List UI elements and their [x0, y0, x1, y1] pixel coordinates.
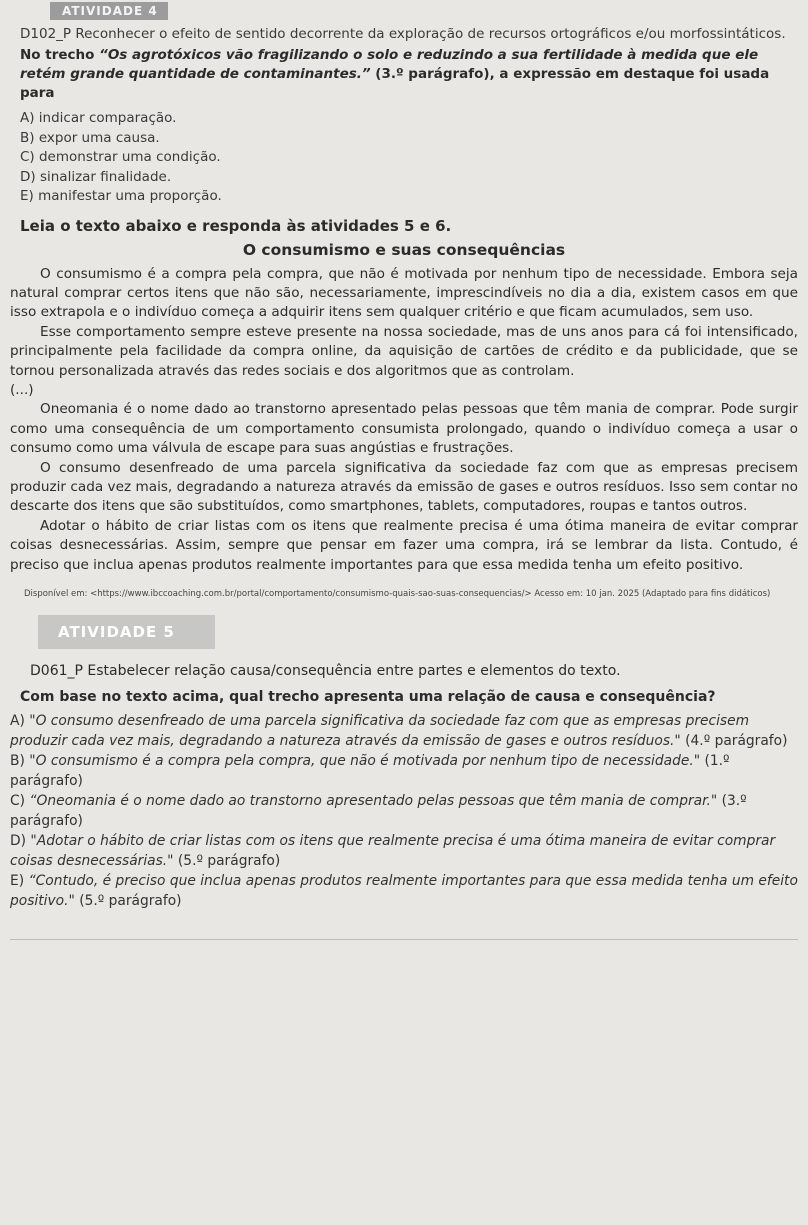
option-d[interactable]: D) sinalizar finalidade. — [20, 168, 172, 185]
text-title: O consumismo e suas consequências — [242, 240, 566, 259]
text-paragraph: O consumismo é a compra pela compra, que não é motivada por nenhum tipo de necessidade. Embora seja natural comprar certos itens que não são, necessariamente, imprescindíveis no dia a dia, existem casos em que isso extrapola e o indivíduo começa a adquirir itens sem qualquer critério e que ficam acumulados, sem uso. — [10, 265, 798, 321]
text-paragraph: Oneomania é o nome dado ao transtorno apresentado pelas pessoas que têm mania de comprar. Pode surgir como uma consequência de um comportamento consumista prolongado, quando o indivíduo começa a usar o consumo como uma válvula de escape para suas angústias e frustrações. — [10, 401, 798, 457]
option-b[interactable]: B) expor uma causa. — [20, 129, 160, 146]
activity-5-options — [10, 711, 798, 911]
activity-5-descriptor: D061_P Estabelecer relação causa/consequência entre partes e elementos do texto. — [30, 663, 621, 679]
text-source: Disponível em: <https://www.ibccoaching.com.br/portal/comportamento/consumismo-quais-sao-suas-consequencias/> Acesso em: 10 jan. 2025 (Adaptado para fins didáticos) — [24, 589, 771, 599]
option-a[interactable]: A) "O consumo desenfreado de uma parcela significativa da sociedade faz com que as empresas precisem produzir cada vez mais, degradando a natureza através da emissão de gases e outros resíduos." (4.º parágrafo) — [10, 713, 788, 749]
text-paragraph: Esse comportamento sempre esteve presente na nossa sociedade, mas de uns anos para cá foi intensificado, principalmente pela facilidade da compra online, da aquisição de cartões de crédito e da publicidade, que se tornou personalizada através das redes sociais e dos algoritmos que as controlam. — [10, 323, 798, 379]
question-prefix: No trecho — [20, 47, 100, 63]
text-paragraph: Adotar o hábito de criar listas com os itens que realmente precisa é uma ótima maneira de evitar comprar coisas desnecessárias. Assim, sempre que pensar em fazer uma compra, irá se lembrar da lista. Contudo, é preciso que inclua apenas produtos realmente importantes para que essa medida tenha um efeito positivo. — [10, 517, 798, 573]
reading-instruction: Leia o texto abaixo e responda às atividades 5 e 6. — [20, 216, 452, 235]
text-paragraph: O consumo desenfreado de uma parcela significativa da sociedade faz com que as empresas precisem produzir cada vez mais, degradando a natureza através da emissão de gases e outros resíduos. Isso sem contar no descarte dos itens que são substituídos, como smartphones, tablets, computadores, roupas e tantos outros. — [10, 459, 798, 515]
option-e[interactable]: E) manifestar uma proporção. — [20, 188, 222, 204]
activity-4-question — [20, 46, 798, 103]
option-e[interactable]: E) “Contudo, é preciso que inclua apenas produtos realmente importantes para que essa medida tenha um efeito positivo." (5.º parágrafo) — [10, 873, 798, 909]
bottom-divider — [10, 939, 798, 940]
activity-4-badge: ATIVIDADE 4 — [50, 2, 168, 20]
question-suffix: (3.º parágrafo), a expressão em destaque foi usada para — [20, 66, 770, 101]
option-c[interactable]: C) “Oneomania é o nome dado ao transtorno apresentado pelas pessoas que têm mania de comprar." (3.º parágrafo) — [10, 793, 747, 829]
text-body — [10, 265, 798, 576]
activity-4-options — [10, 109, 798, 207]
option-a[interactable]: A) indicar comparação. — [20, 110, 177, 126]
option-b[interactable]: B) "O consumismo é a compra pela compra, que não é motivada por nenhum tipo de necessidade." (1.º parágrafo) — [10, 753, 730, 789]
question-quote: “Os agrotóxicos vão fragilizando o solo e reduzindo a sua fertilidade à medida que ele retém grande quantidade de contaminantes.” — [20, 47, 759, 82]
activity-4-descriptor: D102_P Reconhecer o efeito de sentido decorrente da exploração de recursos ortográficos e/ou morfossintáticos. — [20, 26, 786, 42]
activity-5-question: Com base no texto acima, qual trecho apresenta uma relação de causa e consequência? — [20, 689, 716, 705]
option-c[interactable]: C) demonstrar uma condição. — [20, 149, 221, 165]
option-d[interactable]: D) "Adotar o hábito de criar listas com os itens que realmente precisa é uma ótima maneira de evitar comprar coisas desnecessárias." (5.º parágrafo) — [10, 833, 776, 869]
text-ellipsis: (...) — [10, 381, 34, 398]
activity-5-badge: ATIVIDADE 5 — [38, 615, 215, 649]
